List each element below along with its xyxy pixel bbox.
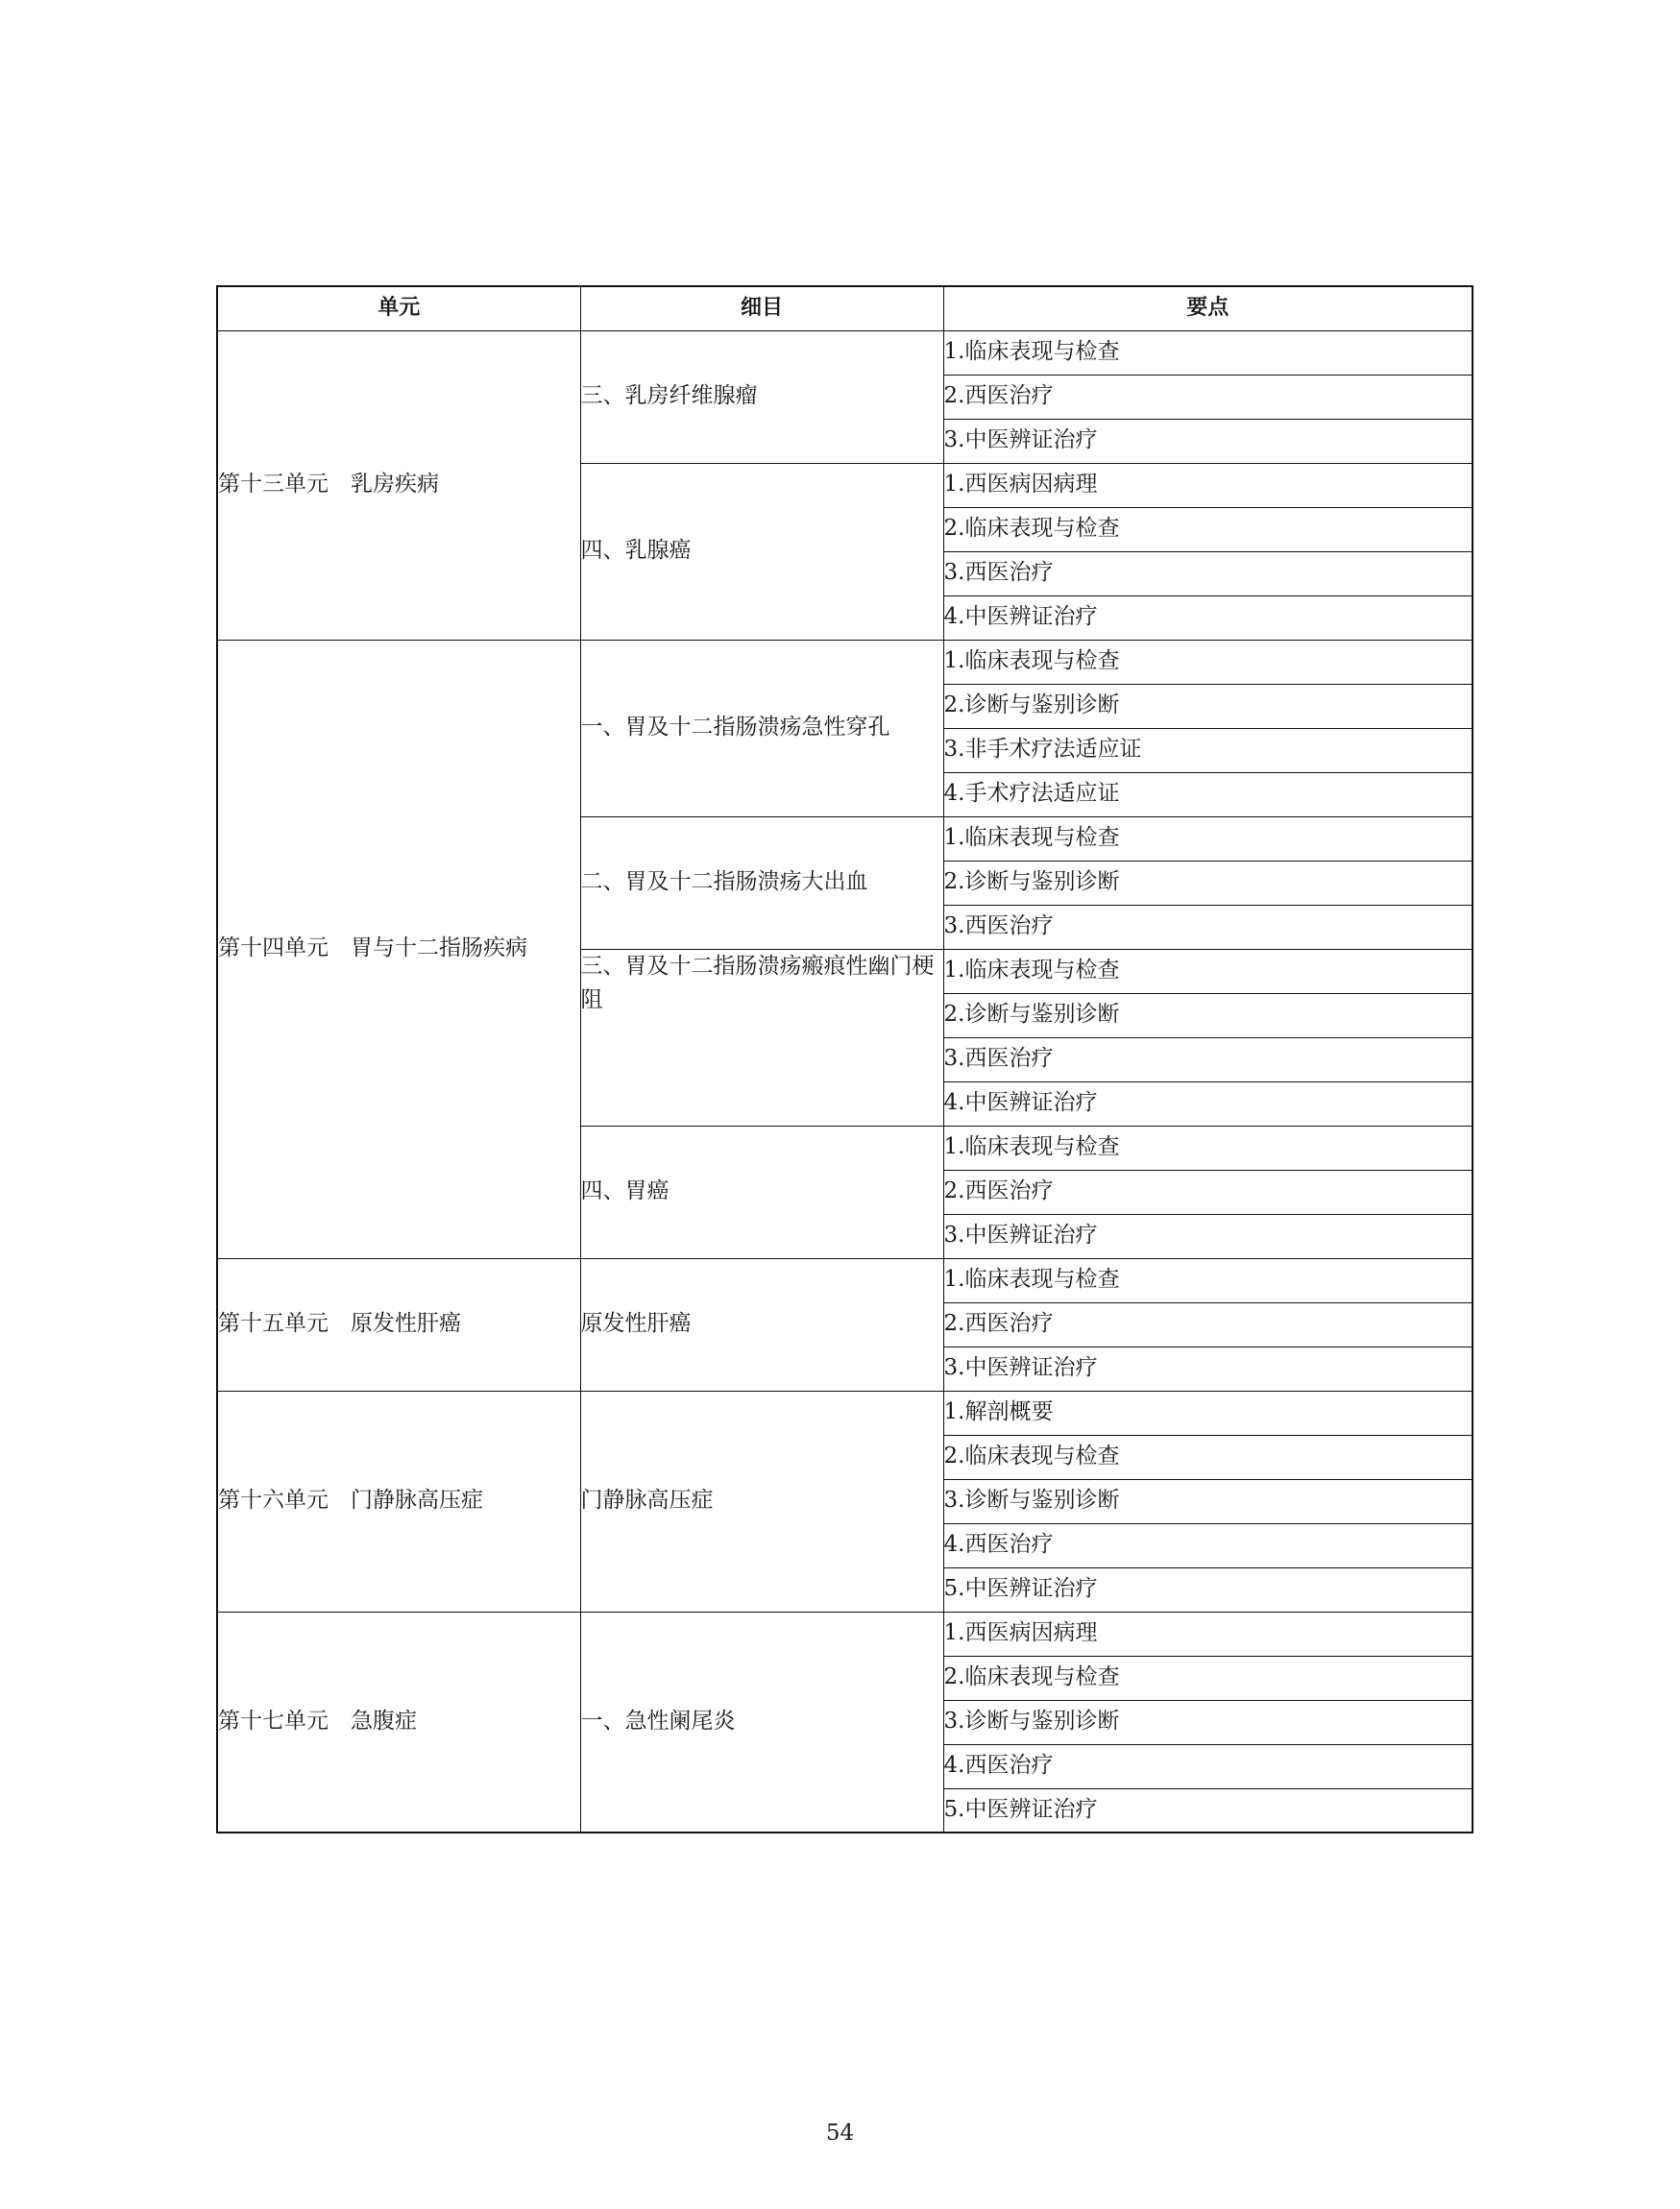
point-cell: 1.临床表现与检查 [943, 816, 1473, 861]
item-cell: 一、急性阑尾炎 [580, 1612, 943, 1833]
item-cell: 二、胃及十二指肠溃疡大出血 [580, 816, 943, 949]
page-number: 54 [825, 2121, 855, 2146]
table-header-row [217, 286, 1473, 330]
table-row [217, 1258, 1473, 1302]
point-cell: 1.临床表现与检查 [943, 949, 1473, 993]
point-cell: 1.临床表现与检查 [943, 1126, 1473, 1170]
item-cell: 四、乳腺癌 [580, 463, 943, 640]
table-body [217, 330, 1473, 1833]
unit-cell: 第十三单元 乳房疾病 [217, 330, 580, 640]
point-cell: 1.解剖概要 [943, 1391, 1473, 1435]
table-row [217, 640, 1473, 684]
point-cell: 3.中医辨证治疗 [943, 1347, 1473, 1391]
table-row [217, 1391, 1473, 1435]
point-cell: 2.临床表现与检查 [943, 1656, 1473, 1700]
point-cell: 3.中医辨证治疗 [943, 419, 1473, 463]
point-cell: 1.临床表现与检查 [943, 640, 1473, 684]
point-cell: 4.手术疗法适应证 [943, 772, 1473, 816]
header-point: 要点 [943, 286, 1473, 330]
point-cell: 1.西医病因病理 [943, 463, 1473, 507]
point-cell: 5.中医辨证治疗 [943, 1788, 1473, 1833]
unit-cell: 第十七单元 急腹症 [217, 1612, 580, 1833]
point-cell: 1.临床表现与检查 [943, 1258, 1473, 1302]
item-cell: 四、胃癌 [580, 1126, 943, 1258]
point-cell: 2.诊断与鉴别诊断 [943, 993, 1473, 1037]
header-item: 细目 [580, 286, 943, 330]
item-cell: 原发性肝癌 [580, 1258, 943, 1391]
point-cell: 3.非手术疗法适应证 [943, 728, 1473, 772]
point-cell: 2.临床表现与检查 [943, 507, 1473, 551]
point-cell: 2.临床表现与检查 [943, 1435, 1473, 1479]
point-cell: 3.诊断与鉴别诊断 [943, 1700, 1473, 1744]
point-cell: 5.中医辨证治疗 [943, 1567, 1473, 1612]
point-cell: 1.临床表现与检查 [943, 330, 1473, 375]
point-cell: 3.西医治疗 [943, 1037, 1473, 1081]
point-cell: 3.诊断与鉴别诊断 [943, 1479, 1473, 1523]
point-cell: 2.西医治疗 [943, 1170, 1473, 1214]
point-cell: 4.中医辨证治疗 [943, 595, 1473, 640]
table-row [217, 1612, 1473, 1656]
point-cell: 4.西医治疗 [943, 1523, 1473, 1567]
table-row [217, 330, 1473, 375]
item-cell: 三、胃及十二指肠溃疡瘢痕性幽门梗阻 [580, 949, 943, 1126]
point-cell: 3.西医治疗 [943, 551, 1473, 595]
point-cell: 1.西医病因病理 [943, 1612, 1473, 1656]
unit-cell: 第十六单元 门静脉高压症 [217, 1391, 580, 1612]
point-cell: 2.西医治疗 [943, 1302, 1473, 1347]
point-cell: 2.诊断与鉴别诊断 [943, 684, 1473, 728]
unit-cell: 第十五单元 原发性肝癌 [217, 1258, 580, 1391]
point-cell: 3.中医辨证治疗 [943, 1214, 1473, 1258]
unit-cell: 第十四单元 胃与十二指肠疾病 [217, 640, 580, 1258]
item-cell: 门静脉高压症 [580, 1391, 943, 1612]
syllabus-table [216, 285, 1473, 1833]
point-cell: 3.西医治疗 [943, 905, 1473, 949]
point-cell: 4.中医辨证治疗 [943, 1081, 1473, 1126]
point-cell: 2.诊断与鉴别诊断 [943, 861, 1473, 905]
item-cell: 三、乳房纤维腺瘤 [580, 330, 943, 463]
header-unit: 单元 [217, 286, 580, 330]
point-cell: 4.西医治疗 [943, 1744, 1473, 1788]
point-cell: 2.西医治疗 [943, 375, 1473, 419]
item-cell: 一、胃及十二指肠溃疡急性穿孔 [580, 640, 943, 816]
